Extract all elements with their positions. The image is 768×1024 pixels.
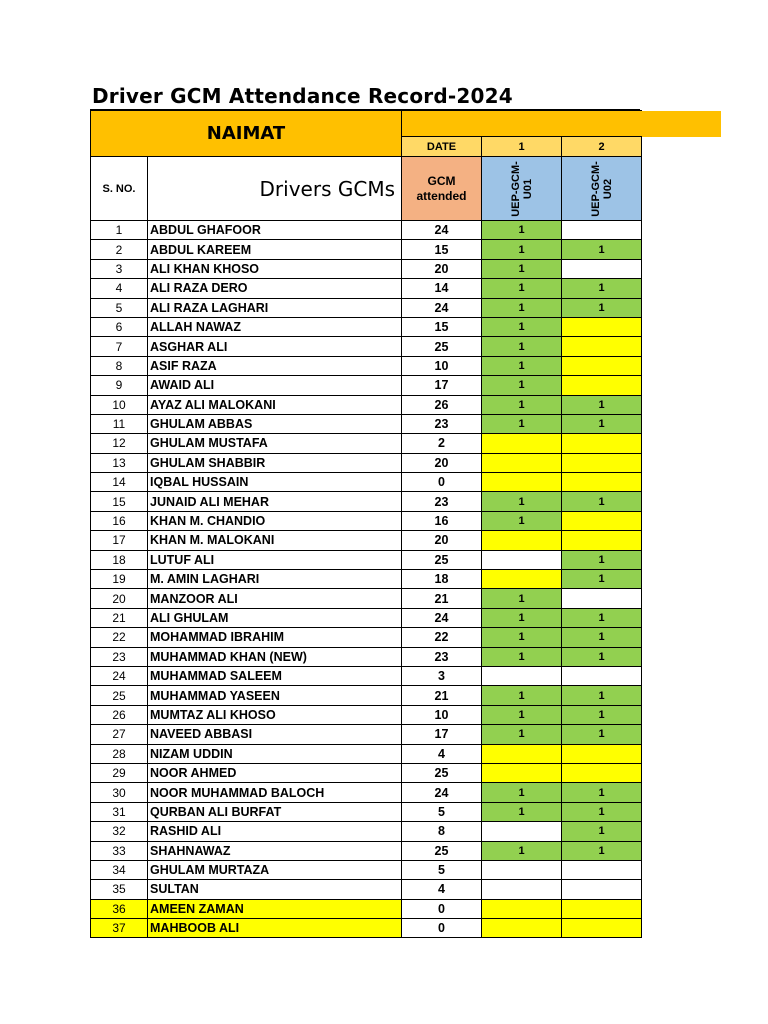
u02-attendance-cell: 1 xyxy=(562,279,642,298)
driver-name-cell: JUNAID ALI MEHAR xyxy=(148,492,402,511)
u02-attendance-cell xyxy=(562,434,642,453)
serial-number-cell: 24 xyxy=(91,666,148,685)
table-row xyxy=(91,860,642,879)
uep-gcm-u02-header xyxy=(562,157,642,221)
driver-name-cell: ALLAH NAWAZ xyxy=(148,317,402,336)
u02-attendance-cell xyxy=(562,899,642,918)
serial-number-cell: 23 xyxy=(91,647,148,666)
gcm-attended-cell: 4 xyxy=(402,880,482,899)
gcm-attended-cell: 0 xyxy=(402,899,482,918)
driver-name-cell: MUMTAZ ALI KHOSO xyxy=(148,705,402,724)
u02-attendance-cell: 1 xyxy=(562,395,642,414)
serial-number-cell: 8 xyxy=(91,356,148,375)
table-row xyxy=(91,414,642,433)
u01-attendance-cell xyxy=(482,763,562,782)
table-row xyxy=(91,376,642,395)
gcm-attended-cell: 0 xyxy=(402,919,482,938)
uep-gcm-u01-header xyxy=(482,157,562,221)
table-row xyxy=(91,666,642,685)
group-title: NAIMAT xyxy=(91,111,402,157)
sno-header: S. NO. xyxy=(91,157,148,221)
table-row xyxy=(91,802,642,821)
gcm-attended-cell: 3 xyxy=(402,666,482,685)
gcm-attended-cell: 18 xyxy=(402,570,482,589)
gcm-attended-cell: 15 xyxy=(402,317,482,336)
table-row xyxy=(91,550,642,569)
serial-number-cell: 28 xyxy=(91,744,148,763)
u01-attendance-cell: 1 xyxy=(482,298,562,317)
serial-number-cell: 21 xyxy=(91,608,148,627)
serial-number-cell: 11 xyxy=(91,414,148,433)
gcm-attended-cell: 25 xyxy=(402,763,482,782)
driver-name-cell: MOHAMMAD IBRAHIM xyxy=(148,628,402,647)
driver-name-cell: ASIF RAZA xyxy=(148,356,402,375)
u01-attendance-cell xyxy=(482,666,562,685)
gcm-attended-cell: 23 xyxy=(402,414,482,433)
u02-attendance-cell: 1 xyxy=(562,783,642,802)
serial-number-cell: 34 xyxy=(91,860,148,879)
u02-attendance-cell xyxy=(562,860,642,879)
driver-name-cell: RASHID ALI xyxy=(148,822,402,841)
u02-attendance-cell xyxy=(562,511,642,530)
u02-attendance-cell xyxy=(562,259,642,278)
serial-number-cell: 20 xyxy=(91,589,148,608)
driver-name-cell: MUHAMMAD SALEEM xyxy=(148,666,402,685)
header-blank xyxy=(402,111,642,137)
u01-attendance-cell: 1 xyxy=(482,783,562,802)
u01-attendance-cell: 1 xyxy=(482,686,562,705)
u02-label-line1: UEP-GCM- xyxy=(589,160,602,217)
u02-attendance-cell xyxy=(562,317,642,336)
gcm-attended-cell: 4 xyxy=(402,744,482,763)
gcm-attended-cell: 5 xyxy=(402,802,482,821)
serial-number-cell: 19 xyxy=(91,570,148,589)
u02-label-line2: U02 xyxy=(601,178,614,199)
driver-name-cell: GHULAM SHABBIR xyxy=(148,453,402,472)
table-row xyxy=(91,589,642,608)
serial-number-cell: 17 xyxy=(91,531,148,550)
table-row xyxy=(91,279,642,298)
table-row xyxy=(91,531,642,550)
driver-name-cell: IQBAL HUSSAIN xyxy=(148,473,402,492)
driver-name-cell: AMEEN ZAMAN xyxy=(148,899,402,918)
u02-attendance-cell xyxy=(562,589,642,608)
serial-number-cell: 29 xyxy=(91,763,148,782)
driver-name-cell: MAHBOOB ALI xyxy=(148,919,402,938)
gcm-attended-cell: 10 xyxy=(402,356,482,375)
u02-attendance-cell: 1 xyxy=(562,686,642,705)
u01-attendance-cell: 1 xyxy=(482,376,562,395)
u01-attendance-cell xyxy=(482,434,562,453)
u01-attendance-cell: 1 xyxy=(482,725,562,744)
table-row xyxy=(91,705,642,724)
serial-number-cell: 33 xyxy=(91,841,148,860)
u01-attendance-cell xyxy=(482,473,562,492)
header-row-group xyxy=(91,111,642,137)
col-number-2: 2 xyxy=(562,137,642,157)
u01-attendance-cell: 1 xyxy=(482,240,562,259)
u01-attendance-cell: 1 xyxy=(482,317,562,336)
u01-attendance-cell xyxy=(482,880,562,899)
u02-attendance-cell xyxy=(562,744,642,763)
u01-attendance-cell xyxy=(482,919,562,938)
gcm-attended-cell: 16 xyxy=(402,511,482,530)
driver-name-cell: NOOR MUHAMMAD BALOCH xyxy=(148,783,402,802)
table-row xyxy=(91,686,642,705)
u01-attendance-cell xyxy=(482,860,562,879)
serial-number-cell: 18 xyxy=(91,550,148,569)
col-number-1: 1 xyxy=(482,137,562,157)
serial-number-cell: 13 xyxy=(91,453,148,472)
u01-attendance-cell xyxy=(482,744,562,763)
serial-number-cell: 9 xyxy=(91,376,148,395)
table-row xyxy=(91,763,642,782)
gcm-attended-cell: 20 xyxy=(402,453,482,472)
driver-name-cell: GHULAM MURTAZA xyxy=(148,860,402,879)
u01-attendance-cell: 1 xyxy=(482,628,562,647)
u02-attendance-cell: 1 xyxy=(562,240,642,259)
u02-attendance-cell: 1 xyxy=(562,725,642,744)
gcm-attended-cell: 21 xyxy=(402,686,482,705)
serial-number-cell: 1 xyxy=(91,221,148,240)
gcm-label-line2: attended xyxy=(416,188,467,203)
gcm-attended-cell: 8 xyxy=(402,822,482,841)
table-row xyxy=(91,919,642,938)
u02-attendance-cell xyxy=(562,337,642,356)
gcm-attended-cell: 17 xyxy=(402,725,482,744)
driver-name-cell: LUTUF ALI xyxy=(148,550,402,569)
driver-name-cell: KHAN M. MALOKANI xyxy=(148,531,402,550)
u02-attendance-cell xyxy=(562,919,642,938)
u02-attendance-cell: 1 xyxy=(562,647,642,666)
driver-name-cell: ALI KHAN KHOSO xyxy=(148,259,402,278)
u01-attendance-cell xyxy=(482,822,562,841)
table-row xyxy=(91,337,642,356)
table-row xyxy=(91,259,642,278)
u01-attendance-cell: 1 xyxy=(482,414,562,433)
driver-name-cell: ALI GHULAM xyxy=(148,608,402,627)
table-row xyxy=(91,356,642,375)
page-title: Driver GCM Attendance Record-2024 xyxy=(92,84,513,108)
driver-name-cell: ALI RAZA DERO xyxy=(148,279,402,298)
u01-attendance-cell: 1 xyxy=(482,356,562,375)
gcm-attended-header xyxy=(402,157,482,221)
table-row xyxy=(91,298,642,317)
u01-attendance-cell: 1 xyxy=(482,589,562,608)
table-row xyxy=(91,395,642,414)
driver-name-cell: SULTAN xyxy=(148,880,402,899)
u01-attendance-cell: 1 xyxy=(482,221,562,240)
table-row xyxy=(91,744,642,763)
u01-label-line1: UEP-GCM- xyxy=(509,160,522,217)
table-row xyxy=(91,240,642,259)
driver-name-cell: MUHAMMAD YASEEN xyxy=(148,686,402,705)
gcm-attended-cell: 23 xyxy=(402,647,482,666)
serial-number-cell: 35 xyxy=(91,880,148,899)
serial-number-cell: 10 xyxy=(91,395,148,414)
serial-number-cell: 27 xyxy=(91,725,148,744)
gcm-attended-cell: 14 xyxy=(402,279,482,298)
attendance-table xyxy=(90,110,642,938)
u01-attendance-cell: 1 xyxy=(482,337,562,356)
driver-name-cell: KHAN M. CHANDIO xyxy=(148,511,402,530)
driver-name-cell: MANZOOR ALI xyxy=(148,589,402,608)
u02-attendance-cell xyxy=(562,880,642,899)
driver-name-cell: NOOR AHMED xyxy=(148,763,402,782)
u01-label-line2: U01 xyxy=(521,178,534,199)
table-row xyxy=(91,492,642,511)
table-row xyxy=(91,783,642,802)
serial-number-cell: 6 xyxy=(91,317,148,336)
date-label: DATE xyxy=(402,137,482,157)
u02-attendance-cell: 1 xyxy=(562,822,642,841)
serial-number-cell: 30 xyxy=(91,783,148,802)
driver-name-cell: AWAID ALI xyxy=(148,376,402,395)
u02-attendance-cell: 1 xyxy=(562,298,642,317)
gcm-attended-cell: 15 xyxy=(402,240,482,259)
gcm-attended-cell: 25 xyxy=(402,841,482,860)
serial-number-cell: 12 xyxy=(91,434,148,453)
serial-number-cell: 22 xyxy=(91,628,148,647)
serial-number-cell: 25 xyxy=(91,686,148,705)
u01-attendance-cell: 1 xyxy=(482,608,562,627)
serial-number-cell: 26 xyxy=(91,705,148,724)
table-row xyxy=(91,822,642,841)
gcm-attended-cell: 17 xyxy=(402,376,482,395)
u02-attendance-cell xyxy=(562,356,642,375)
u01-attendance-cell: 1 xyxy=(482,841,562,860)
driver-name-cell: ASGHAR ALI xyxy=(148,337,402,356)
u01-attendance-cell: 1 xyxy=(482,279,562,298)
gcm-attended-cell: 22 xyxy=(402,628,482,647)
gcm-attended-cell: 24 xyxy=(402,608,482,627)
table-row xyxy=(91,899,642,918)
driver-name-cell: SHAHNAWAZ xyxy=(148,841,402,860)
gcm-attended-cell: 20 xyxy=(402,531,482,550)
serial-number-cell: 5 xyxy=(91,298,148,317)
table-row xyxy=(91,221,642,240)
gcm-attended-cell: 2 xyxy=(402,434,482,453)
driver-name-cell: NIZAM UDDIN xyxy=(148,744,402,763)
gcm-attended-cell: 24 xyxy=(402,221,482,240)
u02-attendance-cell: 1 xyxy=(562,414,642,433)
u01-attendance-cell: 1 xyxy=(482,395,562,414)
serial-number-cell: 7 xyxy=(91,337,148,356)
table-row xyxy=(91,628,642,647)
u01-attendance-cell: 1 xyxy=(482,802,562,821)
table-row xyxy=(91,317,642,336)
gcm-attended-cell: 21 xyxy=(402,589,482,608)
drivers-header: Drivers GCMs xyxy=(148,157,402,221)
gcm-attended-cell: 10 xyxy=(402,705,482,724)
u01-attendance-cell xyxy=(482,531,562,550)
driver-name-cell: ABDUL KAREEM xyxy=(148,240,402,259)
u01-attendance-cell: 1 xyxy=(482,705,562,724)
u02-attendance-cell xyxy=(562,221,642,240)
u02-attendance-cell xyxy=(562,376,642,395)
u01-attendance-cell xyxy=(482,550,562,569)
driver-name-cell: GHULAM ABBAS xyxy=(148,414,402,433)
u01-attendance-cell xyxy=(482,899,562,918)
u02-attendance-cell xyxy=(562,763,642,782)
u02-attendance-cell xyxy=(562,453,642,472)
u02-attendance-cell xyxy=(562,666,642,685)
serial-number-cell: 4 xyxy=(91,279,148,298)
u02-attendance-cell: 1 xyxy=(562,550,642,569)
table-row xyxy=(91,473,642,492)
gcm-attended-cell: 20 xyxy=(402,259,482,278)
gcm-attended-cell: 25 xyxy=(402,550,482,569)
table-row xyxy=(91,841,642,860)
header-row-labels xyxy=(91,157,642,221)
driver-name-cell: NAVEED ABBASI xyxy=(148,725,402,744)
serial-number-cell: 3 xyxy=(91,259,148,278)
gcm-attended-cell: 24 xyxy=(402,298,482,317)
serial-number-cell: 15 xyxy=(91,492,148,511)
gcm-attended-cell: 0 xyxy=(402,473,482,492)
serial-number-cell: 37 xyxy=(91,919,148,938)
driver-name-cell: M. AMIN LAGHARI xyxy=(148,570,402,589)
u01-attendance-cell: 1 xyxy=(482,259,562,278)
gcm-attended-cell: 25 xyxy=(402,337,482,356)
u02-attendance-cell: 1 xyxy=(562,802,642,821)
u01-attendance-cell: 1 xyxy=(482,511,562,530)
u01-attendance-cell xyxy=(482,453,562,472)
u02-attendance-cell: 1 xyxy=(562,570,642,589)
driver-name-cell: AYAZ ALI MALOKANI xyxy=(148,395,402,414)
u01-attendance-cell: 1 xyxy=(482,647,562,666)
table-row xyxy=(91,570,642,589)
u01-attendance-cell xyxy=(482,570,562,589)
serial-number-cell: 32 xyxy=(91,822,148,841)
u02-attendance-cell: 1 xyxy=(562,608,642,627)
serial-number-cell: 2 xyxy=(91,240,148,259)
driver-name-cell: ABDUL GHAFOOR xyxy=(148,221,402,240)
table-row xyxy=(91,608,642,627)
gcm-attended-cell: 26 xyxy=(402,395,482,414)
u02-attendance-cell: 1 xyxy=(562,628,642,647)
table-row xyxy=(91,647,642,666)
serial-number-cell: 36 xyxy=(91,899,148,918)
gcm-attended-cell: 23 xyxy=(402,492,482,511)
table-row xyxy=(91,453,642,472)
u02-attendance-cell: 1 xyxy=(562,705,642,724)
serial-number-cell: 14 xyxy=(91,473,148,492)
u02-attendance-cell: 1 xyxy=(562,841,642,860)
gcm-attended-cell: 5 xyxy=(402,860,482,879)
gcm-label-line1: GCM xyxy=(427,173,456,188)
table-row xyxy=(91,511,642,530)
serial-number-cell: 31 xyxy=(91,802,148,821)
u02-attendance-cell xyxy=(562,473,642,492)
u02-attendance-cell xyxy=(562,531,642,550)
table-row xyxy=(91,880,642,899)
driver-name-cell: QURBAN ALI BURFAT xyxy=(148,802,402,821)
driver-name-cell: GHULAM MUSTAFA xyxy=(148,434,402,453)
table-row xyxy=(91,434,642,453)
serial-number-cell: 16 xyxy=(91,511,148,530)
gcm-attended-cell: 24 xyxy=(402,783,482,802)
driver-name-cell: ALI RAZA LAGHARI xyxy=(148,298,402,317)
u01-attendance-cell: 1 xyxy=(482,492,562,511)
table-row xyxy=(91,725,642,744)
u02-attendance-cell: 1 xyxy=(562,492,642,511)
driver-name-cell: MUHAMMAD KHAN (NEW) xyxy=(148,647,402,666)
